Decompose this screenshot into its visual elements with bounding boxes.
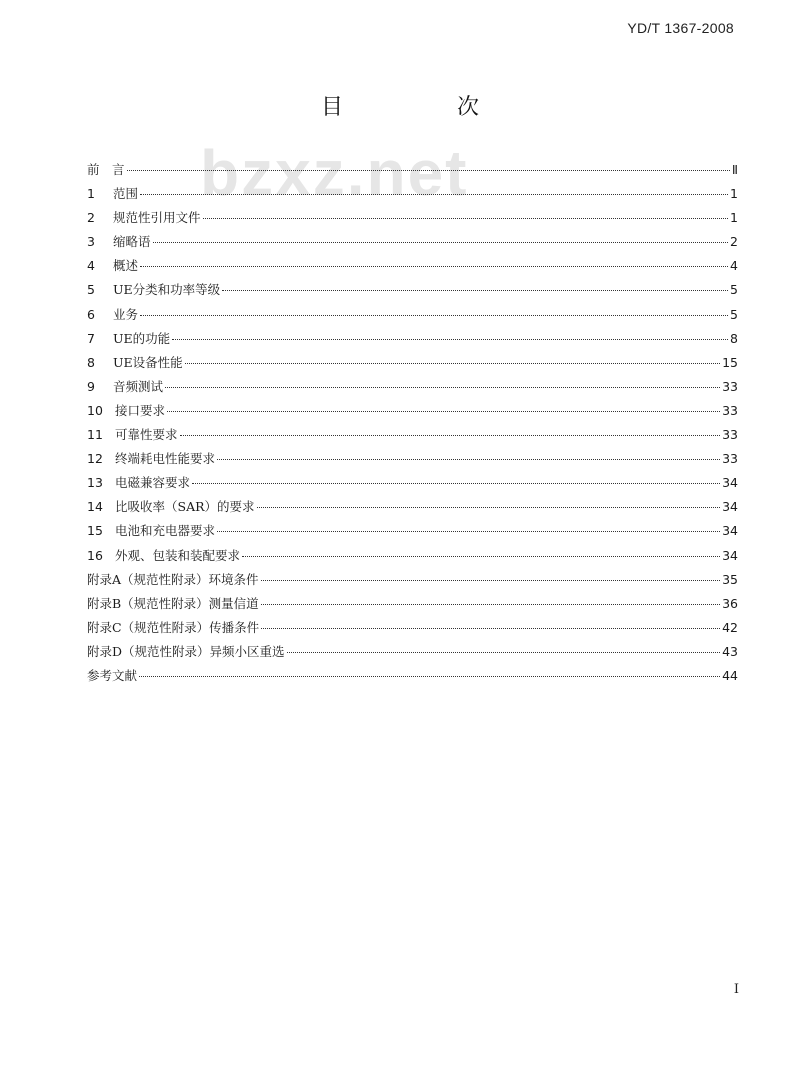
dot-leader — [261, 604, 720, 605]
toc-entry[interactable] — [87, 616, 738, 640]
toc-entry-label: UE分类和功率等级 — [113, 282, 221, 298]
toc-entry-label: 音频测试 — [113, 378, 164, 394]
toc-entry[interactable] — [87, 375, 738, 399]
toc-entry[interactable] — [87, 592, 738, 616]
toc-entry-number: 5 — [87, 282, 95, 298]
toc-entry[interactable] — [87, 568, 738, 592]
dot-leader — [242, 556, 720, 557]
page-title: 目 次 — [320, 95, 525, 120]
dot-leader — [185, 363, 720, 364]
toc-entry-number: 10 — [87, 402, 103, 418]
toc-entry-page: 1 — [730, 210, 738, 226]
toc-entry[interactable] — [87, 471, 738, 495]
dot-leader — [167, 411, 720, 412]
toc-entry-page: 33 — [722, 378, 738, 394]
dot-leader — [261, 580, 721, 581]
toc-entry-page: 44 — [722, 667, 738, 683]
table-of-contents — [87, 158, 738, 688]
toc-entry-number: 9 — [87, 378, 95, 394]
toc-entry-page: 15 — [722, 354, 738, 370]
dot-leader — [140, 194, 728, 195]
dot-leader — [203, 218, 729, 219]
toc-entry-number: 4 — [87, 258, 95, 274]
toc-entry-label: 缩略语 — [113, 234, 151, 250]
toc-entry-number: 8 — [87, 354, 95, 370]
toc-entry[interactable] — [87, 519, 738, 543]
dot-leader — [140, 266, 728, 267]
toc-entry-page: 33 — [722, 427, 738, 443]
dot-leader — [153, 242, 729, 243]
toc-entry-label: 前 言 — [87, 162, 125, 177]
dot-leader — [139, 676, 720, 677]
toc-entry-page: 34 — [722, 475, 738, 491]
toc-entry-number: 3 — [87, 234, 95, 250]
toc-entry-label: 参考文献 — [87, 667, 138, 683]
toc-entry-label: 附录B（规范性附录）测量信道 — [87, 595, 259, 611]
toc-entry-label: 范围 — [113, 186, 139, 202]
toc-entry[interactable] — [87, 495, 738, 519]
toc-entry[interactable] — [87, 230, 738, 254]
toc-entry-page: 35 — [722, 571, 738, 587]
toc-entry-label: 概述 — [113, 258, 139, 274]
toc-entry-page: 34 — [722, 523, 738, 539]
toc-entry-page: 1 — [730, 186, 738, 202]
toc-entry[interactable] — [87, 664, 738, 688]
toc-entry-page: Ⅱ — [731, 162, 738, 177]
toc-entry-number: 11 — [87, 427, 103, 443]
dot-leader — [172, 339, 728, 340]
toc-entry[interactable] — [87, 447, 738, 471]
dot-leader — [222, 290, 728, 291]
dot-leader — [165, 387, 720, 388]
toc-entry-number: 14 — [87, 499, 103, 515]
toc-entry[interactable] — [87, 278, 738, 302]
dot-leader — [261, 628, 720, 629]
toc-entry-label: 外观、包装和装配要求 — [115, 547, 241, 563]
toc-entry-label: 附录C（规范性附录）传播条件 — [87, 619, 260, 635]
toc-entry-page: 36 — [722, 595, 738, 611]
toc-entry-number: 7 — [87, 330, 95, 346]
toc-entry-label: 电池和充电器要求 — [115, 523, 216, 539]
toc-entry[interactable] — [87, 640, 738, 664]
dot-leader — [127, 170, 730, 171]
toc-entry-page: 8 — [730, 330, 738, 346]
toc-entry-number: 15 — [87, 523, 103, 539]
toc-entry[interactable] — [87, 544, 738, 568]
dot-leader — [140, 315, 728, 316]
toc-entry-label: UE的功能 — [113, 330, 171, 346]
toc-entry[interactable] — [87, 327, 738, 351]
toc-entry-label: 可靠性要求 — [115, 427, 178, 443]
dot-leader — [217, 459, 720, 460]
toc-entry-label: 附录D（规范性附录）异频小区重选 — [87, 643, 285, 659]
toc-entry[interactable] — [87, 351, 738, 375]
dot-leader — [192, 483, 720, 484]
toc-entry-page: 34 — [722, 547, 738, 563]
dot-leader — [257, 507, 721, 508]
toc-entry-page: 2 — [730, 234, 738, 250]
toc-entry-label: 终端耗电性能要求 — [115, 451, 216, 467]
toc-entry-page: 33 — [722, 402, 738, 418]
toc-entry-page: 4 — [730, 258, 738, 274]
toc-entry-number: 6 — [87, 306, 95, 322]
dot-leader — [180, 435, 721, 436]
toc-entry-label: 业务 — [113, 306, 139, 322]
toc-entry[interactable] — [87, 158, 738, 182]
toc-entry-label: 比吸收率（SAR）的要求 — [115, 499, 255, 515]
toc-entry-number: 1 — [87, 186, 95, 202]
toc-entry[interactable] — [87, 182, 738, 206]
toc-entry[interactable] — [87, 303, 738, 327]
toc-entry[interactable] — [87, 399, 738, 423]
document-code: YD/T 1367-2008 — [627, 20, 734, 36]
toc-entry-label: 附录A（规范性附录）环境条件 — [87, 571, 259, 587]
page-number: I — [733, 982, 739, 997]
toc-entry-label: 电磁兼容要求 — [115, 475, 191, 491]
dot-leader — [287, 652, 721, 653]
toc-entry-page: 5 — [730, 306, 738, 322]
toc-entry-page: 42 — [722, 619, 738, 635]
toc-entry[interactable] — [87, 206, 738, 230]
toc-entry-page: 34 — [722, 499, 738, 515]
toc-entry-number: 13 — [87, 475, 103, 491]
toc-entry-page: 33 — [722, 451, 738, 467]
watermark: bzxz.net — [200, 137, 469, 209]
toc-entry-label: 接口要求 — [115, 402, 166, 418]
toc-entry-label: 规范性引用文件 — [113, 210, 201, 226]
toc-entry-number: 2 — [87, 210, 95, 226]
toc-entry-number: 16 — [87, 547, 103, 563]
toc-entry-label: UE设备性能 — [113, 354, 183, 370]
toc-entry[interactable] — [87, 254, 738, 278]
toc-entry[interactable] — [87, 423, 738, 447]
toc-entry-page: 5 — [730, 282, 738, 298]
toc-entry-number: 12 — [87, 451, 103, 467]
toc-entry-page: 43 — [722, 643, 738, 659]
dot-leader — [217, 531, 720, 532]
